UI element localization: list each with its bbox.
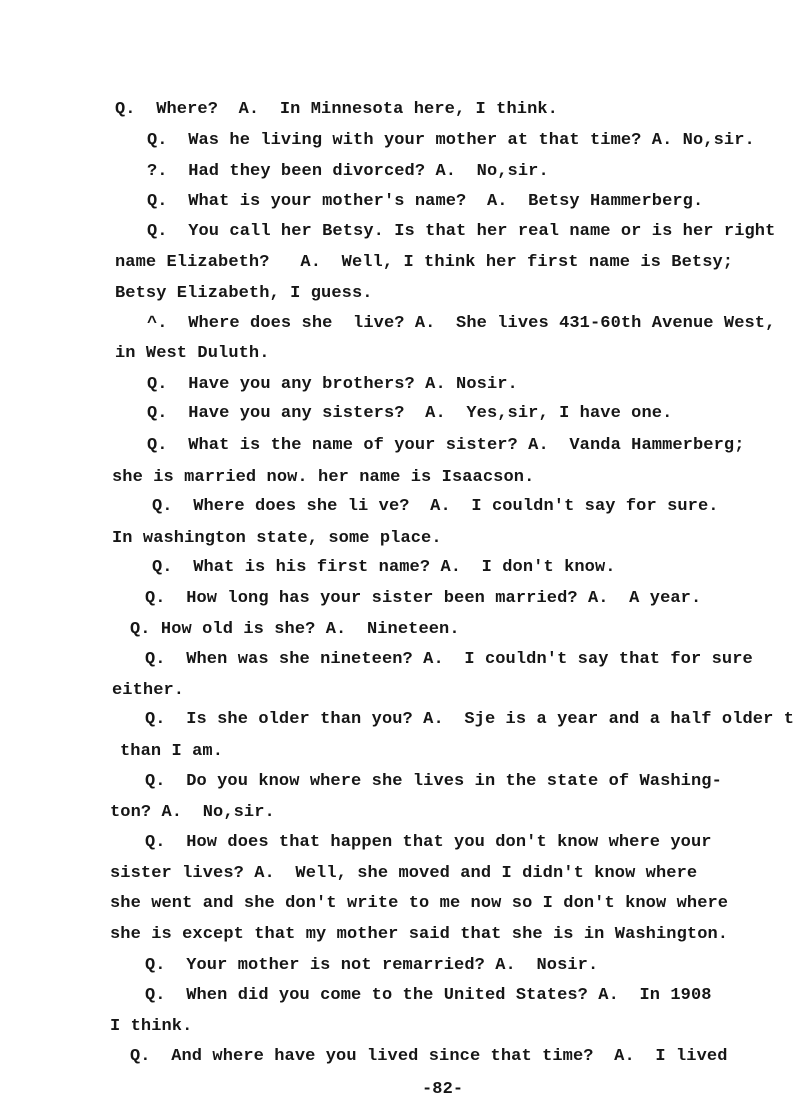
transcript-line: Q. Was he living with your mother at that time? A. No,sir.	[147, 131, 755, 150]
transcript-line: Q. Is she older than you? A. Sje is a year and a half older t	[145, 710, 795, 729]
transcript-line: Q. What is his first name? A. I don't know.	[152, 558, 616, 577]
transcript-line: ?. Had they been divorced? A. No,sir.	[147, 162, 549, 181]
transcript-line: sister lives? A. Well, she moved and I didn't know where	[110, 864, 698, 883]
transcript-line: than I am.	[120, 742, 224, 761]
transcript-line: Q. What is your mother's name? A. Betsy Hammerberg.	[147, 192, 704, 211]
transcript-line: Q. Have you any sisters? A. Yes,sir, I have one.	[147, 404, 673, 423]
transcript-line: in West Duluth.	[115, 344, 270, 363]
transcript-line: I think.	[110, 1017, 193, 1036]
transcript-line: Q. Where? A. In Minnesota here, I think.	[115, 100, 558, 119]
transcript-line: Q. Have you any brothers? A. Nosir.	[147, 375, 518, 394]
transcript-line: Q. How long has your sister been married? A. A year.	[145, 589, 702, 608]
transcript-line: Q. Do you know where she lives in the state of Washing-	[145, 772, 722, 791]
transcript-line: In washington state, some place.	[112, 529, 442, 548]
transcript-line: she went and she don't write to me now so I don't know where	[110, 894, 729, 913]
transcript-line: Q. You call her Betsy. Is that her real name or is her right	[147, 222, 776, 241]
transcript-line: Q. Where does she li ve? A. I couldn't say for sure.	[152, 497, 719, 516]
transcript-line: she is except that my mother said that she is in Washington.	[110, 925, 729, 944]
transcript-line: ton? A. No,sir.	[110, 803, 275, 822]
transcript-line: ^. Where does she live? A. She lives 431-60th Avenue West,	[147, 314, 776, 333]
transcript-line: Q. How does that happen that you don't know where your	[145, 833, 712, 852]
transcript-line: name Elizabeth? A. Well, I think her first name is Betsy;	[115, 253, 734, 272]
transcript-line: Q. And where have you lived since that time? A. I lived	[130, 1047, 728, 1066]
transcript-line: she is married now. her name is Isaacson.	[112, 468, 535, 487]
transcript-line: Q. How old is she? A. Nineteen.	[130, 620, 460, 639]
transcript-line: Betsy Elizabeth, I guess.	[115, 284, 373, 303]
transcript-line: Q. What is the name of your sister? A. Vanda Hammerberg;	[147, 436, 745, 455]
transcript-line: Q. Your mother is not remarried? A. Nosir.	[145, 956, 599, 975]
transcript-line: Q. When was she nineteen? A. I couldn't say that for sure	[145, 650, 753, 669]
page-number: -82-	[422, 1080, 464, 1099]
transcript-line: Q. When did you come to the United States? A. In 1908	[145, 986, 712, 1005]
transcript-line: either.	[112, 681, 185, 700]
